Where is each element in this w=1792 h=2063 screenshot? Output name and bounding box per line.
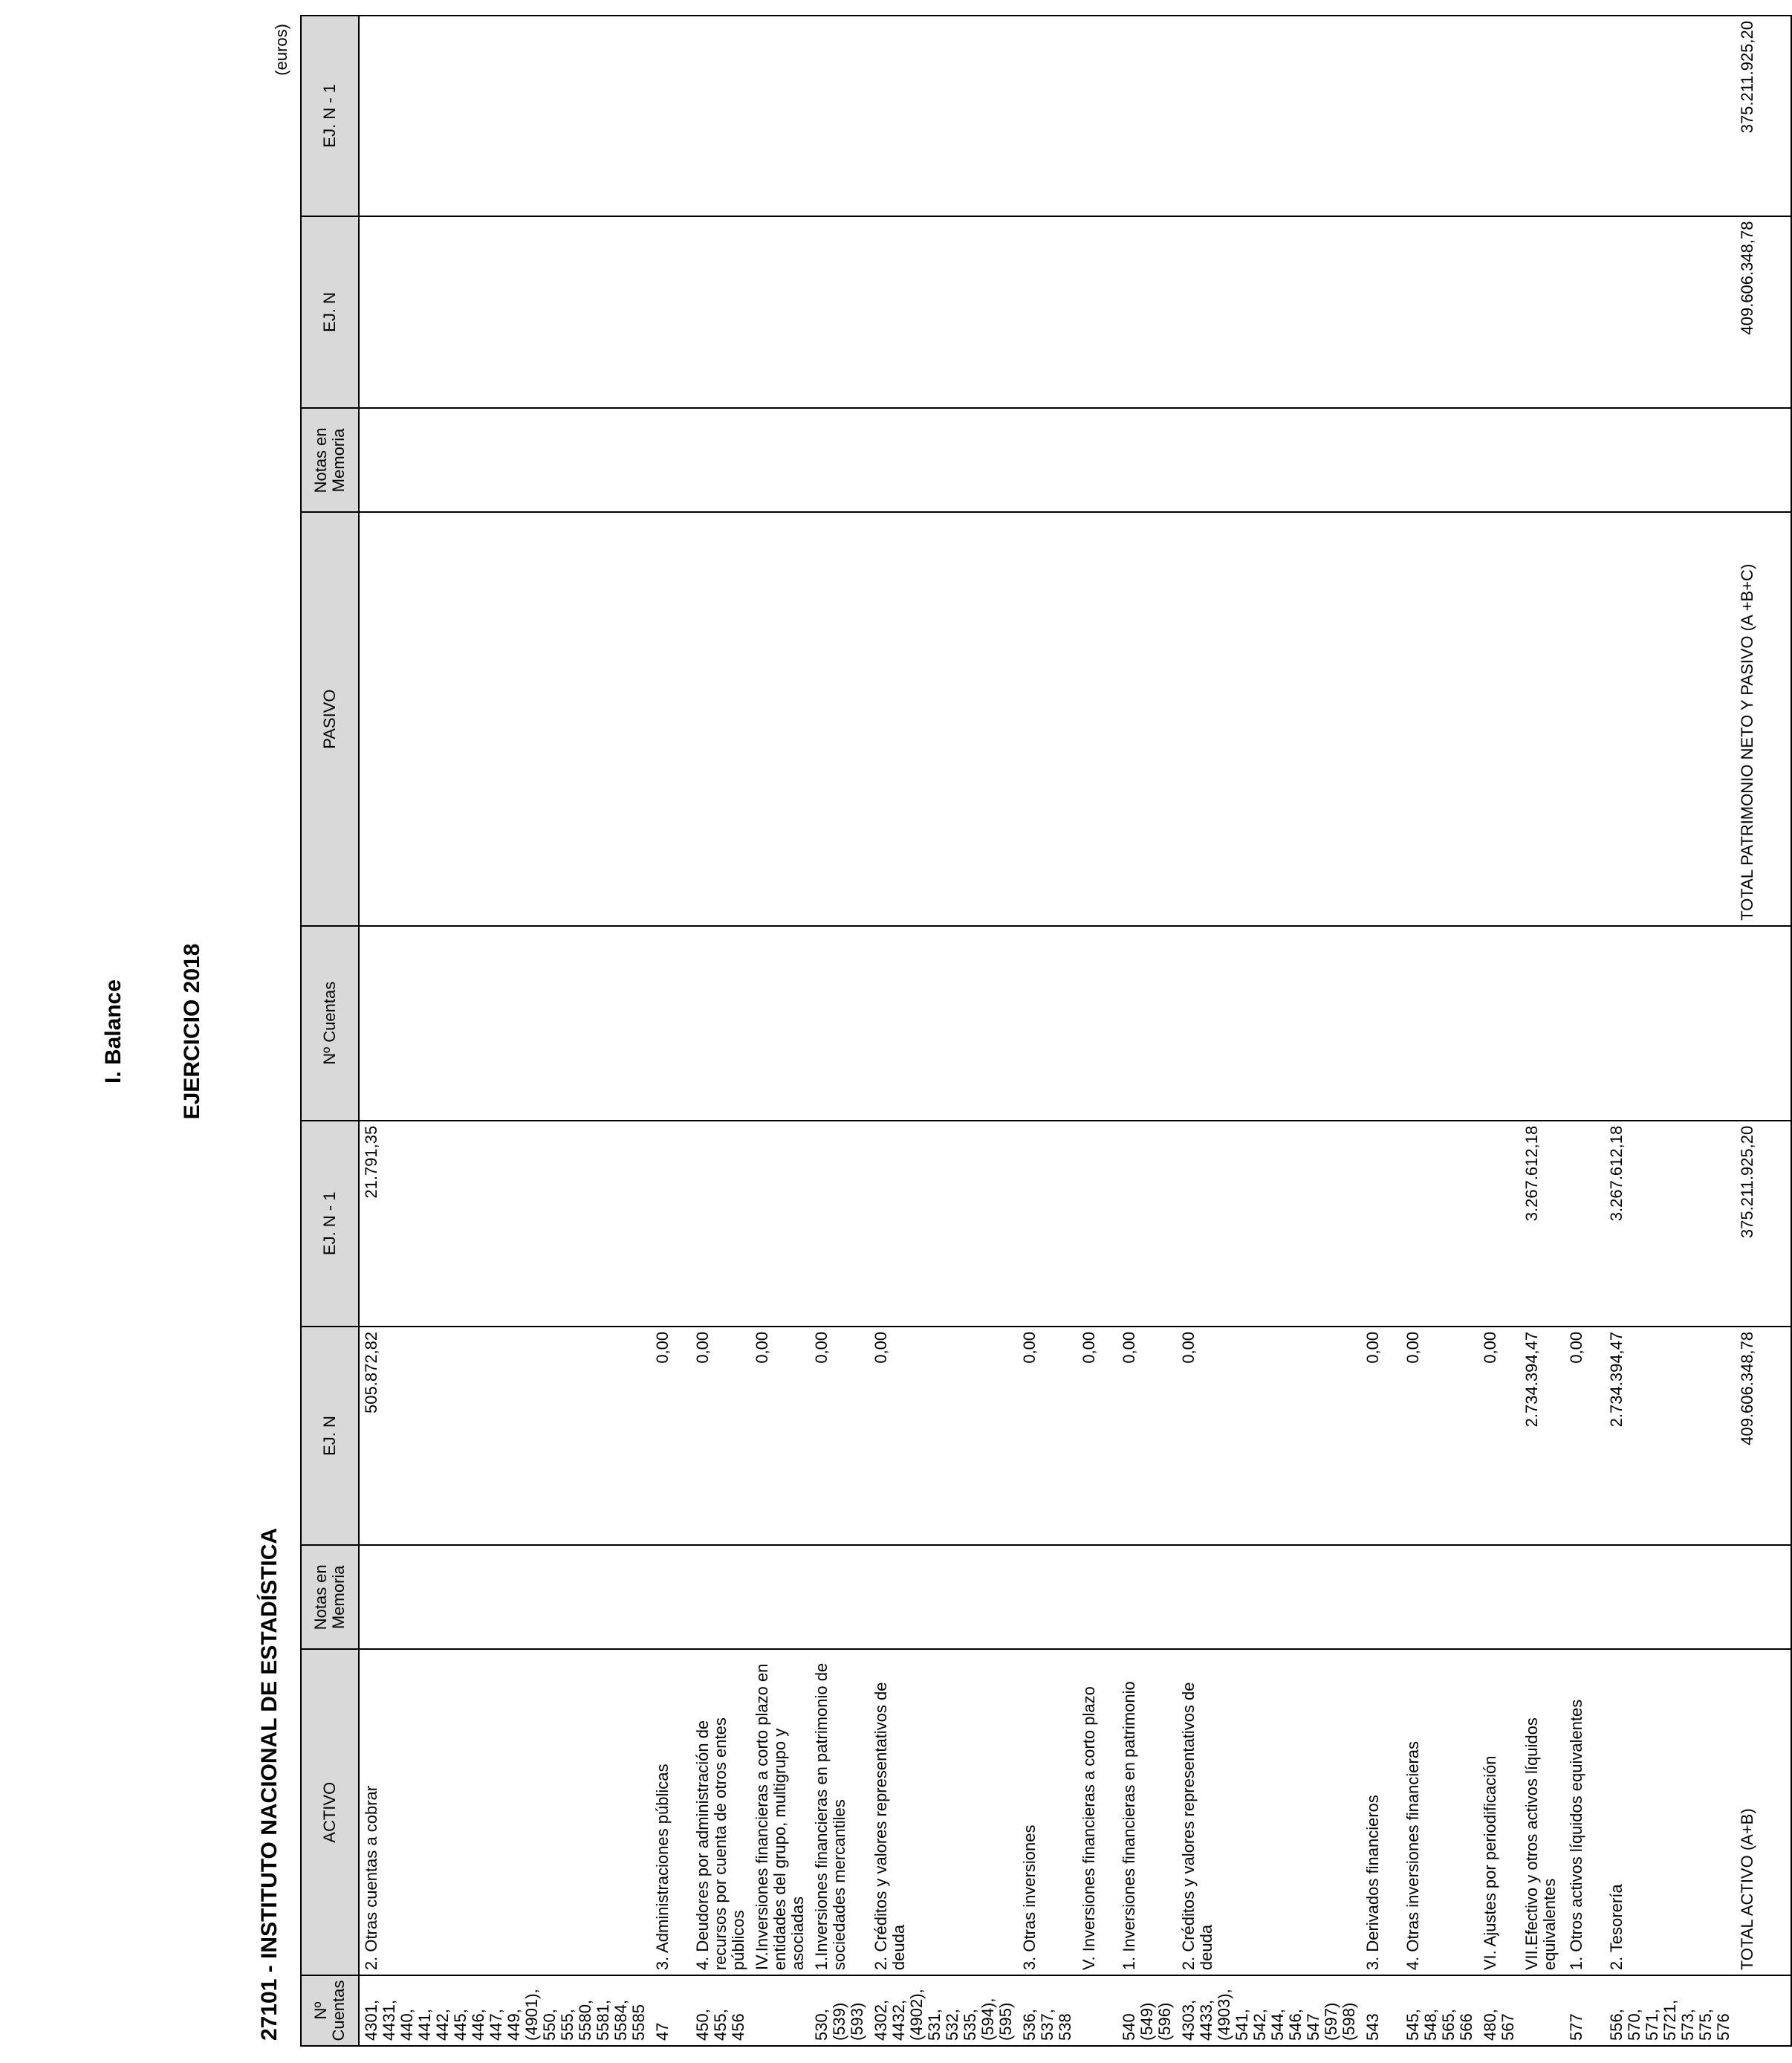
cell-ej-n1-pasivo [1117, 16, 1177, 216]
cell-ej-n-pasivo [1361, 216, 1401, 409]
cell-cuentas-pasivo [1736, 926, 1791, 1121]
cell-ej-n-pasivo [750, 216, 810, 409]
cell-cuentas [750, 1975, 810, 2046]
table-row [1018, 16, 1077, 2046]
header-ej-n-pasivo: EJ. N [301, 216, 359, 409]
cell-ej-n1 [810, 1121, 869, 1327]
cell-ej-n: 0,00 [691, 1327, 750, 1545]
cell-ej-n: 0,00 [1077, 1327, 1117, 1545]
total-row [1736, 16, 1791, 2046]
cell-activo: 4. Deudores por administración de recursos por cuenta de otros entes públicos [691, 1649, 750, 1975]
cell-ej-n-pasivo [1077, 216, 1117, 409]
cell-pasivo [1077, 512, 1117, 925]
cell-pasivo [1478, 512, 1520, 925]
cell-notas [1177, 1545, 1361, 1649]
cell-activo: 1. Otros activos líquidos equivalentes [1565, 1649, 1605, 1975]
cell-ej-n1: 21.791,35 [359, 1121, 651, 1327]
cell-ej-n: 0,00 [1565, 1327, 1605, 1545]
cell-cuentas: 577 [1565, 1975, 1605, 2046]
table-row [1077, 16, 1117, 2046]
cell-ej-n-pasivo [1177, 216, 1361, 409]
cell-ej-n1-pasivo [651, 16, 691, 216]
cell-activo: VII.Efectivo y otros activos líquidos equivalentes [1520, 1649, 1565, 1975]
cell-ej-n1 [1177, 1121, 1361, 1327]
cell-ej-n-pasivo [1478, 216, 1520, 409]
cell-ej-n-pasivo [1605, 216, 1736, 409]
cell-cuentas: 450, 455, 456 [691, 1975, 750, 2046]
cell-pasivo [691, 512, 750, 925]
table-row [1520, 16, 1565, 2046]
table-row [1401, 16, 1478, 2046]
cell-pasivo [810, 512, 869, 925]
cell-ej-n-pasivo [869, 216, 1018, 409]
cell-activo: 2. Tesorería [1605, 1649, 1736, 1975]
cell-ej-n: 2.734.394,47 [1605, 1327, 1736, 1545]
cell-cuentas: 530, (539) (593) [810, 1975, 869, 2046]
cell-ej-n1-pasivo [1478, 16, 1520, 216]
table-row [1117, 16, 1177, 2046]
header-ej-n: EJ. N [301, 1327, 359, 1545]
cell-ej-n1-pasivo [1361, 16, 1401, 216]
cell-activo: 3. Derivados financieros [1361, 1649, 1401, 1975]
header-cuentas-pasivo: Nº Cuentas [301, 926, 359, 1121]
cell-ej-n1 [1077, 1121, 1117, 1327]
cell-ej-n: 0,00 [1177, 1327, 1361, 1545]
cell-cuentas [1077, 1975, 1117, 2046]
cell-activo: 1.Inversiones financieras en patrimonio de sociedades mercantiles [810, 1649, 869, 1975]
cell-ej-n: 505.872,82 [359, 1327, 651, 1545]
cell-ej-n1-pasivo [1565, 16, 1605, 216]
cell-activo: 2. Créditos y valores representativos de deuda [869, 1649, 1018, 1975]
cell-pasivo [1565, 512, 1605, 925]
cell-ej-n: 0,00 [750, 1327, 810, 1545]
cell-cuentas-pasivo [1117, 926, 1177, 1121]
cell-notas-pasivo [1077, 408, 1117, 512]
cell-ej-n: 0,00 [1478, 1327, 1520, 1545]
cell-ej-n1 [1117, 1121, 1177, 1327]
header-notas: Notas en Memoria [301, 1545, 359, 1649]
cell-notas [359, 1545, 651, 1649]
cell-notas-pasivo [1117, 408, 1177, 512]
cell-pasivo [1018, 512, 1077, 925]
table-row [810, 16, 869, 2046]
entity-name: 27101 - INSTITUTO NACIONAL DE ESTADÍSTICA [257, 1527, 282, 2041]
cell-activo: 3. Otras inversiones [1018, 1649, 1077, 1975]
cell-cuentas-pasivo [1565, 926, 1605, 1121]
cell-cuentas: 4302, 4432, (4902), 531, 532, 535, (594), (595) [869, 1975, 1018, 2046]
cell-ej-n1 [1478, 1121, 1520, 1327]
cell-ej-n-pasivo [1565, 216, 1605, 409]
cell-ej-n1: 3.267.612,18 [1605, 1121, 1736, 1327]
cell-ej-n1 [869, 1121, 1018, 1327]
cell-notas-pasivo [651, 408, 691, 512]
total-pasivo-ej-n: 409.606.348,78 [1736, 216, 1791, 409]
cell-notas-pasivo [1605, 408, 1736, 512]
currency-units: (euros) [272, 24, 290, 76]
cell-notas-pasivo [869, 408, 1018, 512]
cell-ej-n1-pasivo [869, 16, 1018, 216]
cell-notas [750, 1545, 810, 1649]
cell-notas [1565, 1545, 1605, 1649]
cell-ej-n1 [1018, 1121, 1077, 1327]
cell-ej-n: 0,00 [869, 1327, 1018, 1545]
total-activo-label: TOTAL ACTIVO (A+B) [1736, 1649, 1791, 1975]
balance-table [300, 15, 1792, 2047]
cell-ej-n1-pasivo [750, 16, 810, 216]
cell-cuentas-pasivo [1401, 926, 1478, 1121]
cell-cuentas [1520, 1975, 1565, 2046]
cell-ej-n1: 3.267.612,18 [1520, 1121, 1565, 1327]
cell-cuentas: 4303, 4433, (4903), 541, 542, 544, 546, 547 (597) (598) [1177, 1975, 1361, 2046]
cell-ej-n-pasivo [1520, 216, 1565, 409]
table-row [1565, 16, 1605, 2046]
cell-ej-n: 0,00 [1117, 1327, 1177, 1545]
cell-activo: VI. Ajustes por periodificación [1478, 1649, 1520, 1975]
cell-activo: 2. Créditos y valores representativos de deuda [1177, 1649, 1361, 1975]
cell-cuentas: 536, 537, 538 [1018, 1975, 1077, 2046]
cell-cuentas-pasivo [810, 926, 869, 1121]
cell-pasivo [1361, 512, 1401, 925]
cell-notas [1018, 1545, 1077, 1649]
cell-cuentas-pasivo [691, 926, 750, 1121]
cell-cuentas [1736, 1975, 1791, 2046]
cell-pasivo [1520, 512, 1565, 925]
cell-activo: 4. Otras inversiones financieras [1401, 1649, 1478, 1975]
cell-notas-pasivo [1177, 408, 1361, 512]
cell-activo: IV.Inversiones financieras a corto plazo en entidades del grupo, multigrupo y asociadas [750, 1649, 810, 1975]
cell-ej-n: 0,00 [810, 1327, 869, 1545]
header-activo: ACTIVO [301, 1649, 359, 1975]
header-pasivo: PASIVO [301, 512, 359, 925]
cell-cuentas-pasivo [750, 926, 810, 1121]
header-ej-n1-pasivo: EJ. N - 1 [301, 16, 359, 216]
table-row [750, 16, 810, 2046]
cell-pasivo [359, 512, 651, 925]
cell-notas [1520, 1545, 1565, 1649]
cell-ej-n1 [691, 1121, 750, 1327]
cell-notas-pasivo [1736, 408, 1791, 512]
cell-activo: 1. Inversiones financieras en patrimonio [1117, 1649, 1177, 1975]
cell-cuentas-pasivo [1361, 926, 1401, 1121]
table-row [359, 16, 651, 2046]
table-row [1177, 16, 1361, 2046]
cell-ej-n1 [651, 1121, 691, 1327]
fiscal-year-title: EJERCICIO 2018 [180, 943, 204, 1120]
cell-notas-pasivo [1478, 408, 1520, 512]
cell-notas [1605, 1545, 1736, 1649]
cell-ej-n-pasivo [1401, 216, 1478, 409]
cell-notas-pasivo [750, 408, 810, 512]
total-pasivo-ej-n1: 375.211.925,20 [1736, 16, 1791, 216]
cell-ej-n1-pasivo [1177, 16, 1361, 216]
cell-notas-pasivo [1565, 408, 1605, 512]
cell-pasivo [1401, 512, 1478, 925]
cell-ej-n1 [1401, 1121, 1478, 1327]
cell-ej-n1-pasivo [1605, 16, 1736, 216]
cell-notas [1736, 1545, 1791, 1649]
total-pasivo-label: TOTAL PATRIMONIO NETO Y PASIVO (A +B+C) [1736, 512, 1791, 925]
cell-cuentas-pasivo [1520, 926, 1565, 1121]
cell-pasivo [1117, 512, 1177, 925]
cell-cuentas: 556, 570, 571, 5721, 573, 575, 576 [1605, 1975, 1736, 2046]
cell-cuentas-pasivo [1177, 926, 1361, 1121]
cell-ej-n-pasivo [651, 216, 691, 409]
cell-pasivo [869, 512, 1018, 925]
header-notas-pasivo: Notas en Memoria [301, 408, 359, 512]
cell-ej-n1-pasivo [1018, 16, 1077, 216]
total-activo-ej-n1: 375.211.925,20 [1736, 1121, 1791, 1327]
cell-notas [869, 1545, 1018, 1649]
cell-notas [1478, 1545, 1520, 1649]
cell-ej-n-pasivo [1117, 216, 1177, 409]
cell-ej-n1-pasivo [1401, 16, 1478, 216]
cell-ej-n: 0,00 [1361, 1327, 1401, 1545]
table-row [651, 16, 691, 2046]
cell-cuentas-pasivo [1478, 926, 1520, 1121]
cell-ej-n: 0,00 [1401, 1327, 1478, 1545]
cell-notas-pasivo [1361, 408, 1401, 512]
cell-ej-n1-pasivo [810, 16, 869, 216]
cell-activo: V. Inversiones financieras a corto plazo [1077, 1649, 1117, 1975]
cell-pasivo [1177, 512, 1361, 925]
cell-activo: 3. Administraciones públicas [651, 1649, 691, 1975]
cell-notas [1077, 1545, 1117, 1649]
cell-notas [1401, 1545, 1478, 1649]
header-cuentas: Nº Cuentas [301, 1975, 359, 2046]
cell-cuentas: 47 [651, 1975, 691, 2046]
cell-ej-n1 [1361, 1121, 1401, 1327]
cell-ej-n: 2.734.394,47 [1520, 1327, 1565, 1545]
cell-cuentas-pasivo [359, 926, 651, 1121]
cell-ej-n-pasivo [810, 216, 869, 409]
cell-pasivo [651, 512, 691, 925]
cell-cuentas-pasivo [1018, 926, 1077, 1121]
table-row [1361, 16, 1401, 2046]
cell-notas-pasivo [810, 408, 869, 512]
table-row [1605, 16, 1736, 2046]
cell-ej-n1-pasivo [1520, 16, 1565, 216]
header-row [301, 16, 359, 2046]
cell-ej-n1 [1565, 1121, 1605, 1327]
cell-notas-pasivo [1018, 408, 1077, 512]
cell-ej-n-pasivo [1018, 216, 1077, 409]
cell-cuentas: 4301, 4431, 440, 441, 442, 445, 446, 447, 449, (4901), 550, 555, 5580, 5581, 5584, 5585 [359, 1975, 651, 2046]
cell-cuentas: 545, 548, 565, 566 [1401, 1975, 1478, 2046]
cell-cuentas-pasivo [651, 926, 691, 1121]
table-row [869, 16, 1018, 2046]
cell-notas-pasivo [359, 408, 651, 512]
cell-cuentas: 540 (549) (596) [1117, 1975, 1177, 2046]
table-row [691, 16, 750, 2046]
cell-ej-n-pasivo [359, 216, 651, 409]
cell-ej-n1-pasivo [691, 16, 750, 216]
cell-ej-n: 0,00 [1018, 1327, 1077, 1545]
cell-ej-n1-pasivo [1077, 16, 1117, 216]
cell-notas-pasivo [691, 408, 750, 512]
table-row [1478, 16, 1520, 2046]
document-title: I. Balance [101, 979, 126, 1084]
cell-notas [810, 1545, 869, 1649]
cell-notas-pasivo [1401, 408, 1478, 512]
total-activo-ej-n: 409.606.348,78 [1736, 1327, 1791, 1545]
cell-notas [691, 1545, 750, 1649]
cell-notas [651, 1545, 691, 1649]
cell-pasivo [750, 512, 810, 925]
cell-activo: 2. Otras cuentas a cobrar [359, 1649, 651, 1975]
cell-ej-n1 [750, 1121, 810, 1327]
cell-cuentas-pasivo [869, 926, 1018, 1121]
cell-notas-pasivo [1520, 408, 1565, 512]
cell-pasivo [1605, 512, 1736, 925]
cell-cuentas: 543 [1361, 1975, 1401, 2046]
cell-notas [1117, 1545, 1177, 1649]
cell-cuentas: 480, 567 [1478, 1975, 1520, 2046]
cell-notas [1361, 1545, 1401, 1649]
header-ej-n1: EJ. N - 1 [301, 1121, 359, 1327]
cell-ej-n1-pasivo [359, 16, 651, 216]
cell-cuentas-pasivo [1605, 926, 1736, 1121]
cell-ej-n: 0,00 [651, 1327, 691, 1545]
cell-cuentas-pasivo [1077, 926, 1117, 1121]
cell-ej-n-pasivo [691, 216, 750, 409]
